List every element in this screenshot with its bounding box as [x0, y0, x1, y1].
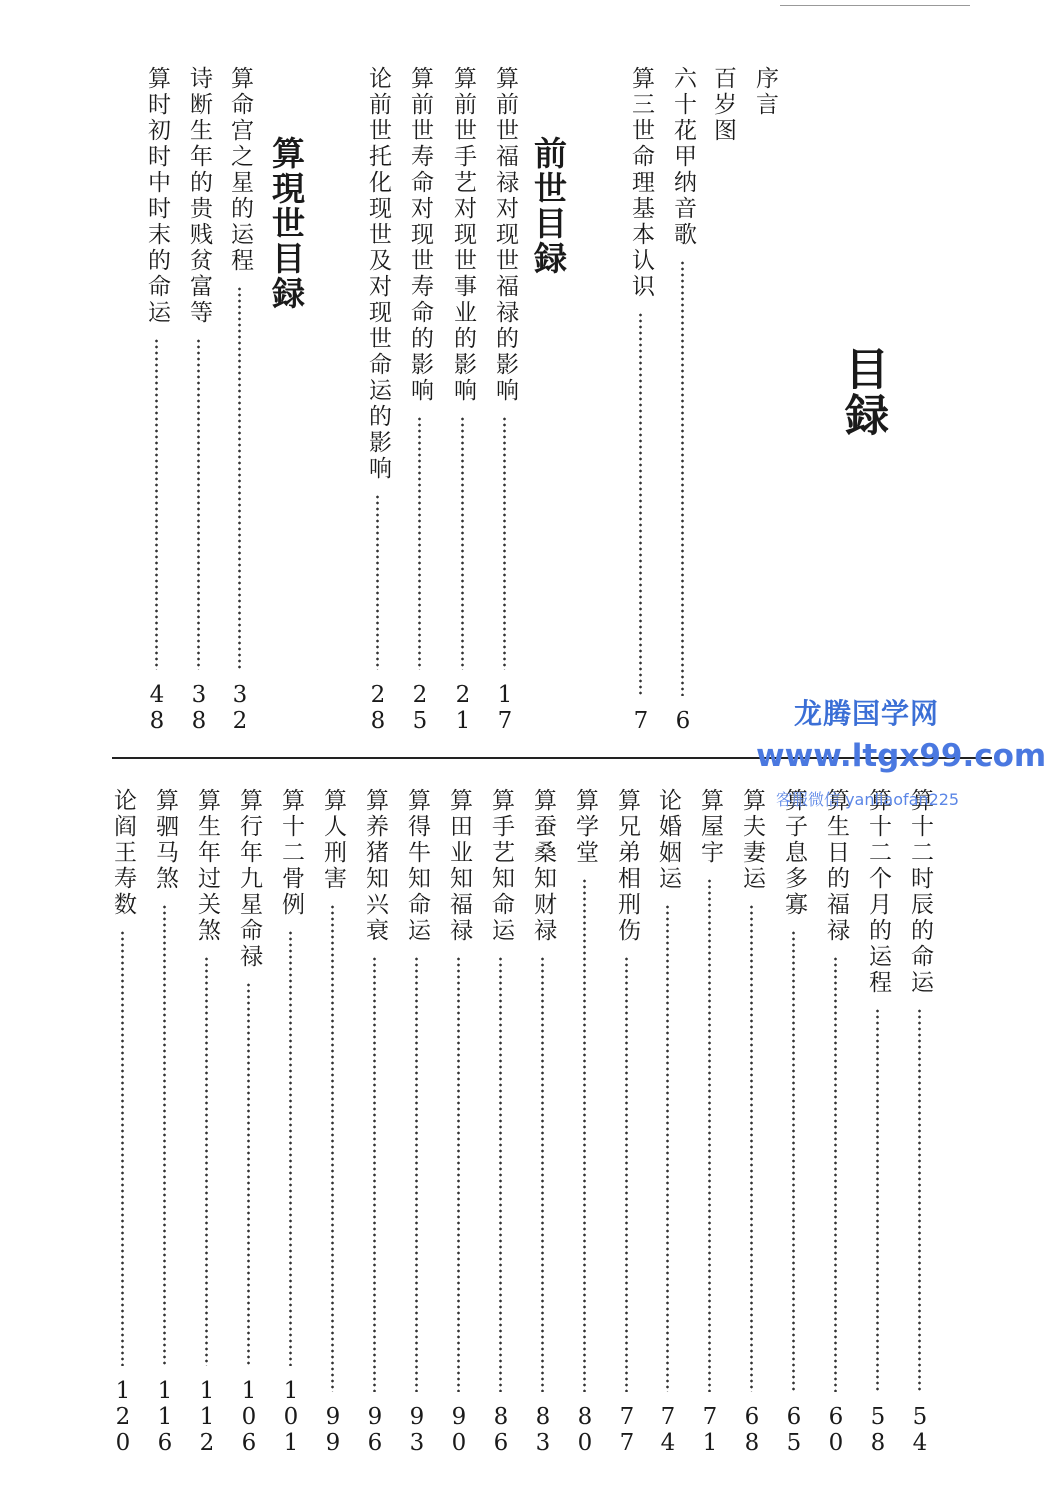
toc-leader-dots [155, 338, 158, 670]
toc-entry-title[interactable]: 算三世命理基本认识 [628, 66, 654, 300]
present-life-section-heading: 算現世目録 [267, 136, 306, 311]
toc-leader-dots [418, 416, 421, 670]
toc-leader-dots [792, 930, 795, 1392]
toc-entry-page-number: 80 [577, 1404, 593, 1456]
toc-entry-title[interactable]: 算夫妻运 [739, 788, 765, 892]
toc-entry-title[interactable]: 算命宫之星的运程 [227, 66, 253, 274]
toc-entry-title[interactable]: 算蚕桑知财禄 [530, 788, 556, 944]
toc-leader-dots [666, 904, 669, 1392]
toc-entry-title[interactable]: 诗断生年的贵贱贫富等 [186, 66, 212, 326]
toc-leader-dots [918, 1008, 921, 1392]
watermark-site-name: 龙腾国学网 [794, 697, 940, 730]
watermark-url: www.ltgx99.com [756, 738, 1046, 774]
toc-entry-title[interactable]: 论阎王寿数 [110, 788, 136, 918]
toc-entry-title[interactable]: 算田业知福禄 [446, 788, 472, 944]
toc-entry-page-number: 17 [497, 682, 513, 734]
toc-entry-title[interactable]: 算前世福禄对现世福禄的影响 [492, 66, 518, 404]
toc-leader-dots [750, 904, 753, 1392]
toc-entry-title[interactable]: 算行年九星命禄 [236, 788, 262, 970]
toc-entry-title[interactable]: 论前世托化现世及对现世命运的影响 [365, 66, 391, 482]
toc-entry-page-number: 101 [283, 1378, 299, 1456]
toc-entry-page-number: 28 [370, 682, 386, 734]
toc-entry-title[interactable]: 算前世寿命对现世寿命的影响 [407, 66, 433, 404]
toc-leader-dots [121, 930, 124, 1366]
toc-leader-dots [708, 878, 711, 1392]
toc-leader-dots [681, 260, 684, 696]
toc-entry-page-number: 7 [633, 708, 649, 734]
toc-entry-page-number: 38 [191, 682, 207, 734]
toc-leader-dots [373, 956, 376, 1392]
toc-entry-title[interactable]: 算屋宇 [697, 788, 723, 866]
toc-leader-dots [197, 338, 200, 670]
toc-leader-dots [247, 982, 250, 1366]
toc-leader-dots [876, 1008, 879, 1392]
toc-entry-page-number: 116 [157, 1378, 173, 1456]
watermark-contact: 客服微信 yanliaofan225 [776, 790, 960, 809]
toc-entry-page-number: 65 [786, 1404, 802, 1456]
toc-entry-page-number: 93 [409, 1404, 425, 1456]
toc-entry-page-number: 112 [199, 1378, 215, 1456]
toc-entry-page-number: 21 [455, 682, 471, 734]
toc-leader-dots [238, 286, 241, 670]
toc-entry-title[interactable]: 论婚姻运 [655, 788, 681, 892]
page-title: 目録 [837, 346, 888, 438]
toc-entry-page-number: 83 [535, 1404, 551, 1456]
toc-entry-title[interactable]: 六十花甲纳音歌 [670, 66, 696, 248]
toc-entry-page-number: 32 [232, 682, 248, 734]
toc-entry-title[interactable]: 算人刑害 [320, 788, 346, 892]
toc-entry-title[interactable]: 算时初时中时末的命运 [144, 66, 170, 326]
toc-entry-title[interactable]: 算生年过关煞 [194, 788, 220, 944]
toc-leader-dots [583, 878, 586, 1392]
toc-entry-page-number: 6 [675, 708, 691, 734]
toc-leader-dots [205, 956, 208, 1366]
toc-leader-dots [376, 494, 379, 670]
toc-leader-dots [331, 904, 334, 1392]
toc-entry-page-number: 96 [367, 1404, 383, 1456]
toc-entry-title[interactable]: 算前世手艺对现世事业的影响 [450, 66, 476, 404]
toc-leader-dots [415, 956, 418, 1392]
toc-entry-title[interactable]: 算兄弟相刑伤 [614, 788, 640, 944]
toc-entry-title[interactable]: 算手艺知命运 [488, 788, 514, 944]
toc-leader-dots [625, 956, 628, 1392]
toc-entry-page-number: 68 [744, 1404, 760, 1456]
toc-entry-page-number: 106 [241, 1378, 257, 1456]
toc-leader-dots [503, 416, 506, 670]
toc-entry-title[interactable]: 算养猪知兴衰 [362, 788, 388, 944]
toc-entry-page-number: 54 [912, 1404, 928, 1456]
toc-leader-dots [541, 956, 544, 1392]
toc-entry-title[interactable]: 算学堂 [572, 788, 598, 866]
toc-entry-title[interactable]: 算驷马煞 [152, 788, 178, 892]
toc-entry-page-number: 90 [451, 1404, 467, 1456]
toc-entry-title[interactable]: 算得牛知命运 [404, 788, 430, 944]
toc-entry-page-number: 60 [828, 1404, 844, 1456]
toc-entry-title[interactable]: 算子息多寡 [781, 788, 807, 918]
toc-entry-page-number: 58 [870, 1404, 886, 1456]
toc-leader-dots [499, 956, 502, 1392]
top-edge-rule [780, 5, 970, 6]
toc-entry-title[interactable]: 算十二时辰的命运 [907, 788, 933, 996]
toc-entry-page-number: 86 [493, 1404, 509, 1456]
toc-entry-page-number: 71 [702, 1404, 718, 1456]
toc-leader-dots [289, 930, 292, 1366]
past-life-section-heading: 前世目録 [529, 136, 568, 276]
toc-entry-title[interactable]: 算十二个月的运程 [865, 788, 891, 996]
preface-heading: 序言 [752, 66, 778, 118]
toc-leader-dots [461, 416, 464, 670]
toc-entry-page-number: 99 [325, 1404, 341, 1456]
toc-entry-page-number: 48 [149, 682, 165, 734]
toc-leader-dots [163, 904, 166, 1366]
toc-leader-dots [834, 956, 837, 1392]
toc-entry-title[interactable]: 算十二骨例 [278, 788, 304, 918]
toc-entry-title[interactable]: 算生日的福禄 [823, 788, 849, 944]
toc-entry-page-number: 74 [660, 1404, 676, 1456]
toc-entry-page-number: 25 [412, 682, 428, 734]
toc-leader-dots [639, 312, 642, 696]
toc-entry-page-number: 77 [619, 1404, 635, 1456]
toc-entry-page-number: 120 [115, 1378, 131, 1456]
toc-entry-title[interactable]: 百岁图 [710, 66, 736, 144]
toc-leader-dots [457, 956, 460, 1392]
